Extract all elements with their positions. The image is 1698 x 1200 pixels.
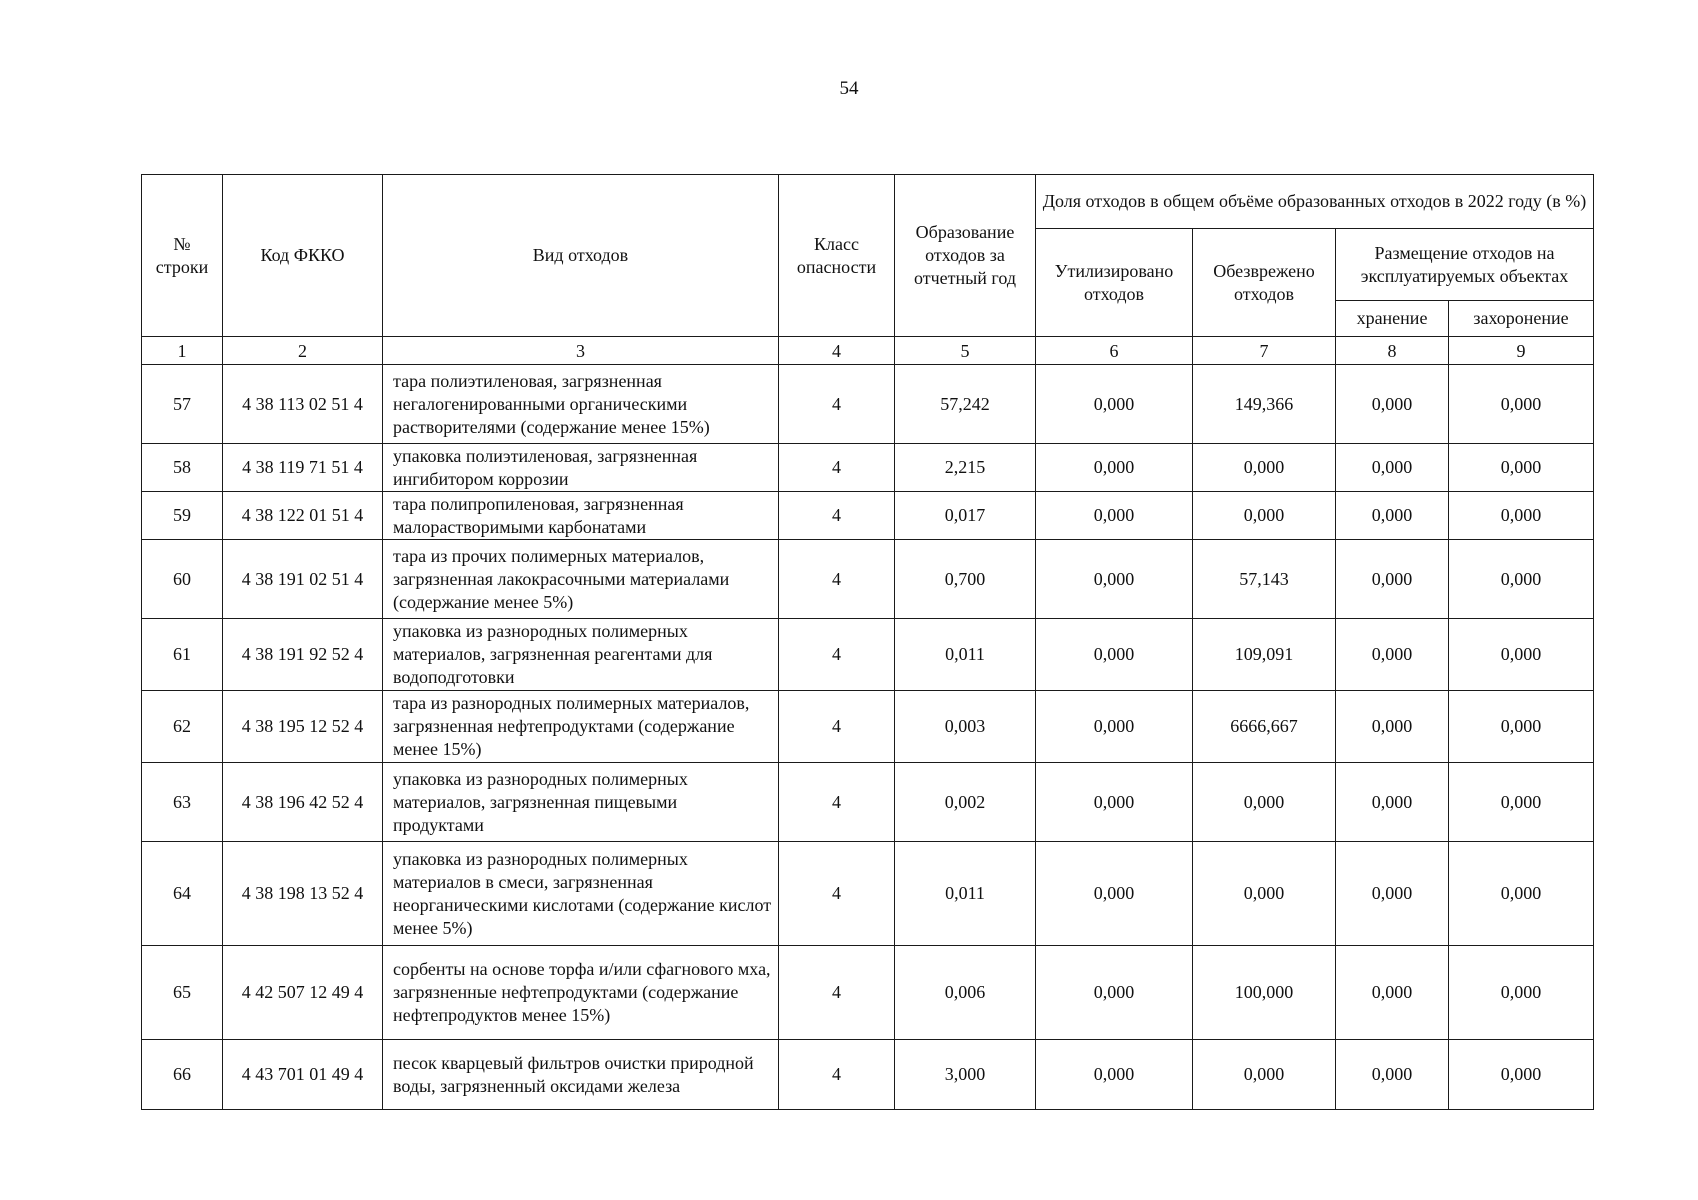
neutralized-value: 0,000 <box>1193 763 1336 842</box>
waste-name: песок кварцевый фильтров очистки природной воды, загрязненный оксидами железа <box>383 1040 779 1110</box>
table-body <box>142 365 1594 1110</box>
table-row <box>142 946 1594 1040</box>
neutralized-value: 0,000 <box>1193 444 1336 492</box>
storage-value: 0,000 <box>1336 492 1449 540</box>
row-number: 58 <box>142 444 223 492</box>
storage-value: 0,000 <box>1336 444 1449 492</box>
waste-name: сорбенты на основе торфа и/или сфагнового мха, загрязненные нефтепродуктами (содержание нефтепродуктов менее 15%) <box>383 946 779 1040</box>
hazard-class: 4 <box>779 691 895 763</box>
waste-name: тара полиэтиленовая, загрязненная негалогенированными органическими растворителями (содержание менее 15%) <box>383 365 779 444</box>
hazard-class: 4 <box>779 619 895 691</box>
column-number: 3 <box>383 337 779 365</box>
table-header <box>142 175 1594 365</box>
header-neutralized: Обезврежено отходов <box>1193 229 1336 337</box>
table-row <box>142 1040 1594 1110</box>
hazard-class: 4 <box>779 444 895 492</box>
row-number: 62 <box>142 691 223 763</box>
burial-value: 0,000 <box>1449 842 1594 946</box>
row-number: 66 <box>142 1040 223 1110</box>
table-row <box>142 365 1594 444</box>
hazard-class: 4 <box>779 946 895 1040</box>
table-row <box>142 619 1594 691</box>
burial-value: 0,000 <box>1449 691 1594 763</box>
utilized-value: 0,000 <box>1036 691 1193 763</box>
header-generation: Образование отходов за отчетный год <box>895 175 1036 337</box>
fkko-code: 4 38 195 12 52 4 <box>223 691 383 763</box>
hazard-class: 4 <box>779 365 895 444</box>
hazard-class: 4 <box>779 1040 895 1110</box>
storage-value: 0,000 <box>1336 1040 1449 1110</box>
storage-value: 0,000 <box>1336 365 1449 444</box>
table-row <box>142 444 1594 492</box>
row-number: 64 <box>142 842 223 946</box>
utilized-value: 0,000 <box>1036 946 1193 1040</box>
burial-value: 0,000 <box>1449 540 1594 619</box>
utilized-value: 0,000 <box>1036 540 1193 619</box>
waste-name: упаковка из разнородных полимерных материалов в смеси, загрязненная неорганическими кислотами (содержание кислот менее 5%) <box>383 842 779 946</box>
header-code: Код ФККО <box>223 175 383 337</box>
waste-name: упаковка из разнородных полимерных материалов, загрязненная реагентами для водоподготовки <box>383 619 779 691</box>
generation-value: 57,242 <box>895 365 1036 444</box>
burial-value: 0,000 <box>1449 619 1594 691</box>
hazard-class: 4 <box>779 540 895 619</box>
row-number: 63 <box>142 763 223 842</box>
waste-name: тара из прочих полимерных материалов, загрязненная лакокрасочными материалами (содержание менее 5%) <box>383 540 779 619</box>
fkko-code: 4 43 701 01 49 4 <box>223 1040 383 1110</box>
hazard-class: 4 <box>779 763 895 842</box>
generation-value: 0,006 <box>895 946 1036 1040</box>
header-storage: хранение <box>1336 301 1449 337</box>
table-row <box>142 691 1594 763</box>
burial-value: 0,000 <box>1449 365 1594 444</box>
column-number: 9 <box>1449 337 1594 365</box>
generation-value: 0,003 <box>895 691 1036 763</box>
column-number: 5 <box>895 337 1036 365</box>
storage-value: 0,000 <box>1336 540 1449 619</box>
neutralized-value: 6666,667 <box>1193 691 1336 763</box>
generation-value: 2,215 <box>895 444 1036 492</box>
utilized-value: 0,000 <box>1036 1040 1193 1110</box>
generation-value: 0,011 <box>895 619 1036 691</box>
row-number: 60 <box>142 540 223 619</box>
utilized-value: 0,000 <box>1036 842 1193 946</box>
row-number: 57 <box>142 365 223 444</box>
utilized-value: 0,000 <box>1036 763 1193 842</box>
table-row <box>142 492 1594 540</box>
fkko-code: 4 38 198 13 52 4 <box>223 842 383 946</box>
waste-table <box>141 174 1594 1110</box>
burial-value: 0,000 <box>1449 1040 1594 1110</box>
table-row <box>142 842 1594 946</box>
fkko-code: 4 38 191 92 52 4 <box>223 619 383 691</box>
table-row <box>142 540 1594 619</box>
header-row-no: № строки <box>142 175 223 337</box>
utilized-value: 0,000 <box>1036 492 1193 540</box>
storage-value: 0,000 <box>1336 619 1449 691</box>
generation-value: 0,011 <box>895 842 1036 946</box>
column-number: 8 <box>1336 337 1449 365</box>
fkko-code: 4 38 122 01 51 4 <box>223 492 383 540</box>
row-number: 59 <box>142 492 223 540</box>
column-numbers-row <box>142 337 1594 365</box>
column-number: 1 <box>142 337 223 365</box>
header-share-group: Доля отходов в общем объёме образованных отходов в 2022 году (в %) <box>1036 175 1594 229</box>
generation-value: 0,017 <box>895 492 1036 540</box>
header-waste-type: Вид отходов <box>383 175 779 337</box>
fkko-code: 4 38 196 42 52 4 <box>223 763 383 842</box>
row-number: 65 <box>142 946 223 1040</box>
column-number: 6 <box>1036 337 1193 365</box>
fkko-code: 4 38 113 02 51 4 <box>223 365 383 444</box>
hazard-class: 4 <box>779 492 895 540</box>
generation-value: 3,000 <box>895 1040 1036 1110</box>
utilized-value: 0,000 <box>1036 619 1193 691</box>
storage-value: 0,000 <box>1336 691 1449 763</box>
header-utilized: Утилизировано отходов <box>1036 229 1193 337</box>
row-number: 61 <box>142 619 223 691</box>
neutralized-value: 149,366 <box>1193 365 1336 444</box>
column-number: 2 <box>223 337 383 365</box>
utilized-value: 0,000 <box>1036 444 1193 492</box>
storage-value: 0,000 <box>1336 842 1449 946</box>
page-number: 54 <box>839 78 859 99</box>
neutralized-value: 57,143 <box>1193 540 1336 619</box>
neutralized-value: 0,000 <box>1193 842 1336 946</box>
header-hazard-class: Класс опасности <box>779 175 895 337</box>
burial-value: 0,000 <box>1449 444 1594 492</box>
waste-name: упаковка из разнородных полимерных материалов, загрязненная пищевыми продуктами <box>383 763 779 842</box>
hazard-class: 4 <box>779 842 895 946</box>
storage-value: 0,000 <box>1336 946 1449 1040</box>
neutralized-value: 109,091 <box>1193 619 1336 691</box>
utilized-value: 0,000 <box>1036 365 1193 444</box>
burial-value: 0,000 <box>1449 492 1594 540</box>
fkko-code: 4 38 119 71 51 4 <box>223 444 383 492</box>
column-number: 7 <box>1193 337 1336 365</box>
generation-value: 0,700 <box>895 540 1036 619</box>
fkko-code: 4 42 507 12 49 4 <box>223 946 383 1040</box>
header-placement-group: Размещение отходов на эксплуатируемых объектах <box>1336 229 1594 301</box>
neutralized-value: 0,000 <box>1193 1040 1336 1110</box>
table-row <box>142 763 1594 842</box>
neutralized-value: 0,000 <box>1193 492 1336 540</box>
column-number: 4 <box>779 337 895 365</box>
waste-name: упаковка полиэтиленовая, загрязненная ингибитором коррозии <box>383 444 779 492</box>
header-burial: захоронение <box>1449 301 1594 337</box>
waste-name: тара из разнородных полимерных материалов, загрязненная нефтепродуктами (содержание менее 15%) <box>383 691 779 763</box>
burial-value: 0,000 <box>1449 763 1594 842</box>
fkko-code: 4 38 191 02 51 4 <box>223 540 383 619</box>
burial-value: 0,000 <box>1449 946 1594 1040</box>
generation-value: 0,002 <box>895 763 1036 842</box>
storage-value: 0,000 <box>1336 763 1449 842</box>
neutralized-value: 100,000 <box>1193 946 1336 1040</box>
waste-name: тара полипропиленовая, загрязненная малорастворимыми карбонатами <box>383 492 779 540</box>
